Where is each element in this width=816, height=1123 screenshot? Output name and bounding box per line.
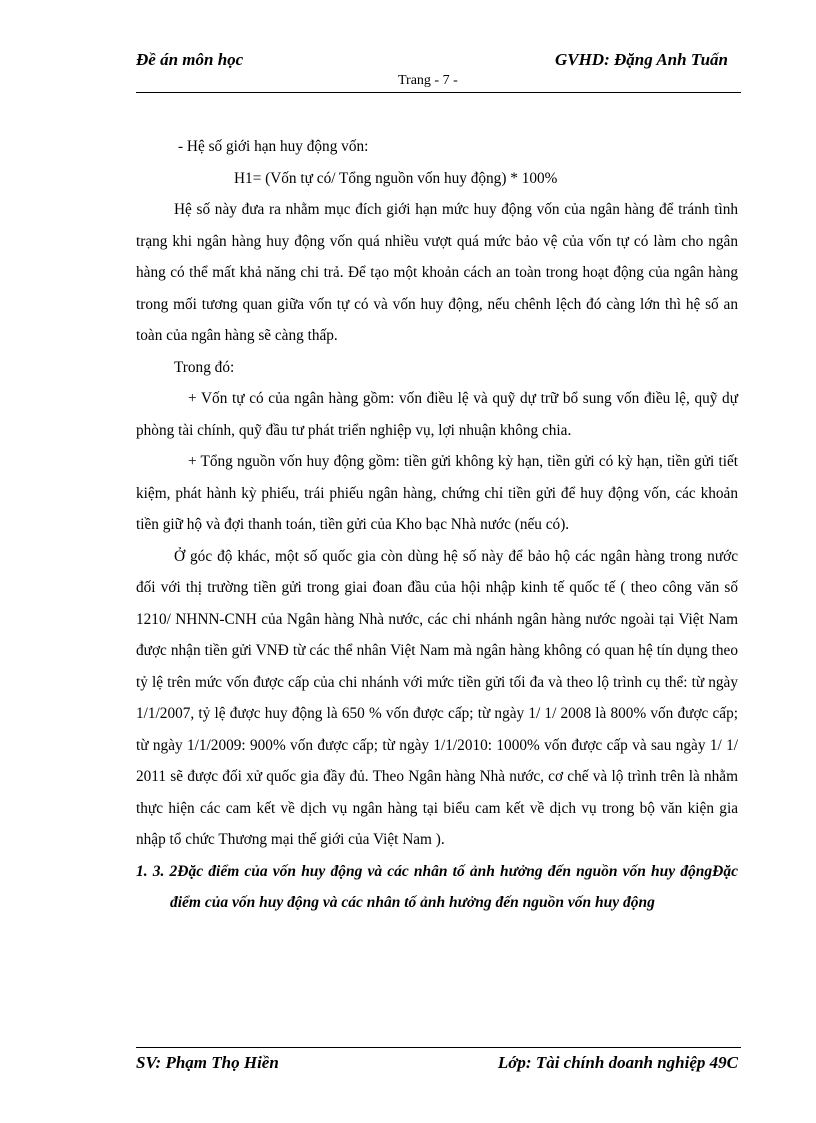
page-number: Trang - 7 - — [398, 73, 458, 88]
paragraph-1: Hệ số này đưa ra nhằm mục đích giới hạn mức huy động vốn của ngân hàng để tránh tình trạng khi ngân hàng huy động vốn quá nhiều vượt quá mức bảo vệ của vốn tự có làm cho ngân hàng có thể mất khả năng chi trả. Để tạo một khoản cách an toàn trong hoạt động của ngân hàng trong mối tương quan giữa vốn tự có và vốn huy động, nếu chênh lệch đó càng lớn thì hệ số an toàn của ngân hàng sẽ càng thấp. — [136, 201, 738, 344]
header-course-title: Đề án môn học — [136, 50, 244, 69]
footer-student: SV: Phạm Thọ Hiền — [136, 1053, 279, 1072]
formula: H1= (Vốn tự có/ Tổng nguồn vốn huy động) * 100% — [234, 169, 558, 187]
list-item-1: + Vốn tự có của ngân hàng gồm: vốn điều lệ và quỹ dự trữ bổ sung vốn điều lệ, quỹ dự phòng tài chính, quỹ đầu tư phát triển nghiệp vụ, lợi nhuận không chia. — [136, 390, 738, 439]
list-item-2: + Tổng nguồn vốn huy động gồm: tiền gửi không kỳ hạn, tiền gửi có kỳ hạn, tiền gửi tiết kiệm, phát hành kỳ phiếu, trái phiếu ngân hàng, chứng chỉ tiền gửi để huy động vốn, các khoản tiền giữ hộ và đợi thanh toán, tiền gửi của Kho bạc Nhà nước (nếu có). — [136, 453, 738, 533]
header-divider — [136, 92, 741, 93]
trong-do-label: Trong đó: — [174, 358, 235, 376]
footer-divider — [136, 1047, 741, 1048]
header-supervisor: GVHD: Đặng Anh Tuấn — [554, 50, 728, 69]
section-heading: 1. 3. 2Đặc điểm của vốn huy động và các nhân tố ảnh hưởng đến nguồn vốn huy độngĐặc điểm của vốn huy động và các nhân tố ảnh hưởng đến nguồn vốn huy động — [136, 862, 738, 911]
footer-class: Lớp: Tài chính doanh nghiệp 49C — [497, 1053, 738, 1072]
formula-label: - Hệ số giới hạn huy động vốn: — [178, 138, 369, 155]
document-body — [136, 131, 738, 919]
paragraph-2: Ở góc độ khác, một số quốc gia còn dùng hệ số này để bảo hộ các ngân hàng trong nước đối với thị trường tiền gửi trong giai đoan đầu của hội nhập kinh tế quốc tế ( theo công văn số 1210/ NHNN-CNH của Ngân hàng Nhà nước, các chi nhánh ngân hàng nước ngoài tại Việt Nam được nhận tiền gửi VNĐ từ các thể nhân Việt Nam mà ngân hàng không có quan hệ tín dụng theo tỷ lệ trên mức vốn được cấp của chi nhánh với mức tiền gửi tối đa và theo lộ trình cụ thể: từ ngày 1/1/2007, tỷ lệ được huy động là 650 % vốn được cấp; từ ngày 1/ 1/ 2008 là 800% vốn được cấp; từ ngày 1/1/2009: 900% vốn được cấp; từ ngày 1/1/2010: 1000% vốn được cấp và sau ngày 1/ 1/ 2011 sẽ được đối xử quốc gia đầy đủ. Theo Ngân hàng Nhà nước, cơ chế và lộ trình trên là nhằm thực hiện các cam kết về dịch vụ ngân hàng tại biểu cam kết về dịch vụ trong bộ văn kiện gia nhập tổ chức Thương mại thế giới của Việt Nam ). — [136, 547, 738, 848]
